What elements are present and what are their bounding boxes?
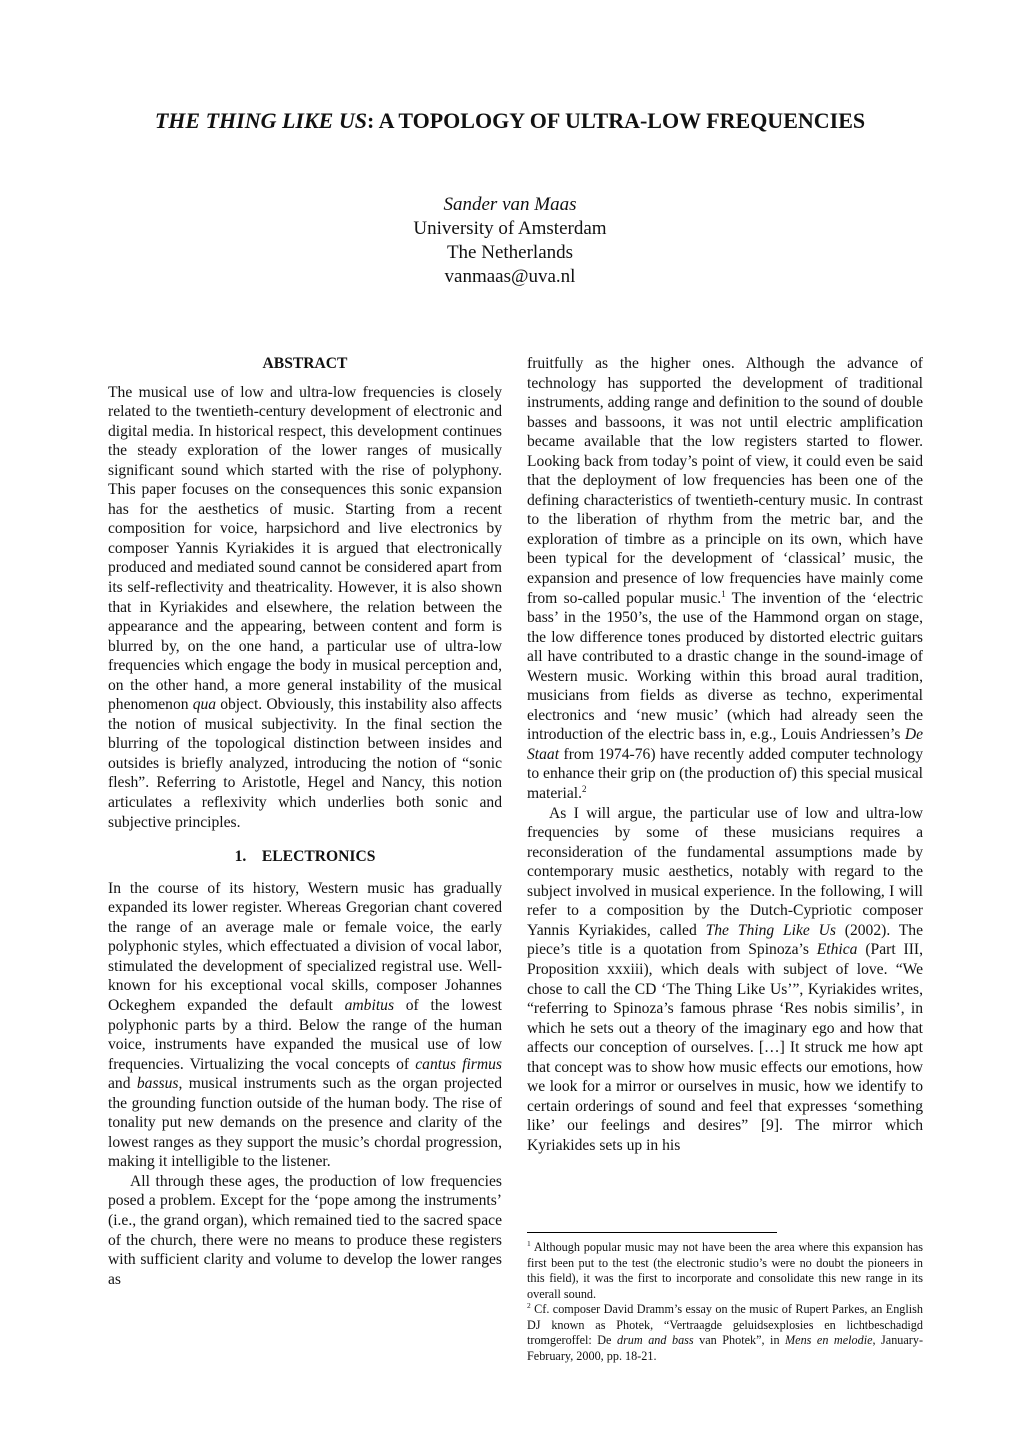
body-text: In the course of its history, Western music has gradually expanded its lower register. Whereas Gregorian chant covered the range of an average male or female voice, the early polyphonic styles, which effectuated a division of vocal labor, stimulated the development of specialized registral use. Well-known for his exceptional vocal skills, composer Johannes Ockeghem expanded the default (108, 879, 502, 1014)
italic-term: ambitus (344, 996, 395, 1014)
body-paragraph-2-continued (527, 354, 923, 804)
body-text: from 1974-76) have recently added computer technology to enhance their grip on (the production of) this special musical material. (527, 745, 923, 803)
italic-term: De Staat (527, 726, 923, 763)
body-text: The invention of the ‘electric bass’ in the 1950’s, the use of the Hammond organ on stage, the low difference tones produced by distorted electric guitars all have contributed to a drastic change in the sound-image of Western music. Working within this broad aural tradition, musicians from fields as diverse as techno, experimental electronics and ‘new music’ (which had already seen the introduction of the electric bass in, e.g., Louis Andriessen’s (527, 589, 923, 744)
footnote-ref-2[interactable]: 2 (581, 784, 587, 795)
abstract-heading: ABSTRACT (262, 355, 348, 372)
body-text: fruitfully as the higher ones. Although the advance of technology has supported the development of traditional instruments, adding range and definition to the sound of double basses and bassoons, it was not until electric amplification became available that the low registers started to flower. Looking back from today’s point of view, it could even be said that the deployment of low frequencies has been one of the defining characteristics of twentieth-century music. In contrast to the liberation of rhythm from the metric bar, and the exploration of timbre as a principle on its own, which have been typical for the development of ‘classical’ music, the expansion and presence of low frequencies have mainly come from so-called popular music. (527, 355, 923, 607)
footnote-2-italic: drum and bass (616, 1333, 694, 1347)
right-column (527, 354, 923, 1155)
title-italic-part: THE THING LIKE US (154, 108, 367, 133)
footnote-2-text: van Photek”, in (693, 1333, 786, 1347)
left-column (108, 354, 502, 1289)
footnote-2-text: Cf. composer David Dramm’s essay on the music of Rupert Parkes, an English DJ known as Photek, “Vertraagde geluidsexplosies en lichtbeschadigd tromgeroffel: De (527, 1302, 923, 1347)
italic-term: cantus firmus (415, 1055, 502, 1073)
author-affiliation: University of Amsterdam (413, 218, 607, 239)
body-text: As I will argue, the particular use of low and ultra-low frequencies by some of these musicians requires a reconsideration of the fundamental assumptions made by contemporary music aesthetics, notably with regard to the subject involved in musical experience. In the following, I will refer to a composition by the Dutch-Cypriotic composer Yannis Kyriakides, called (527, 804, 923, 939)
body-paragraph-2-start: All through these ages, the production of low frequencies posed a problem. Except for the ‘pope among the instruments’ (i.e., the grand organ), which remained tied to the sacred space of the church, there were no means to produce these registers with sufficient clarity and volume to develop the lower ranges as (108, 1172, 502, 1288)
author-name: Sander van Maas (443, 194, 577, 215)
italic-term: The Thing Like Us (705, 921, 836, 939)
footnote-2 (527, 1302, 923, 1364)
footnote-divider (527, 1232, 777, 1233)
abstract-italic: qua (192, 696, 217, 714)
abstract-paragraph (108, 383, 502, 833)
body-text: (2002). The piece’s title is a quotation from Spinoza’s (527, 921, 923, 959)
footnotes (527, 1240, 923, 1364)
abstract-text-cont: object. Obviously, this instability also affects the notion of musical subjectivity. In the final section the blurring of the topological distinction between insides and outsides is briefly analyzed, introducing the notion of “sonic flesh”. Referring to Aristotle, Hegel and Nancy, this notion articulates a reflexivity which underlies both sonic and subjective principles. (108, 696, 502, 831)
italic-term: Ethica (816, 941, 858, 959)
body-text: (Part III, Proposition xxxiii), which deals with subject of love. “We chose to call the CD ‘The Thing Like Us’”, Kyriakides writes, “referring to Spinoza’s famous phrase ‘Res nobis similis’, in which he sets out a theory of the imaginary ego and how that affects our conception of ourselves. […] It struck me how apt that concept was to show how music effects our emotions, how we look for a mirror or ourselves in music, how we identify to certain orderings of sound and feel that expresses ‘something like’ our feelings and desires” [9]. The mirror which Kyriakides sets up in his (527, 941, 923, 1154)
italic-term: bassus (136, 1075, 179, 1093)
footnote-2-text: , January-February, 2000, pp. 18-21. (527, 1333, 924, 1363)
body-text: and (108, 1075, 137, 1093)
footnote-1 (527, 1240, 923, 1302)
author-block (260, 193, 760, 289)
footnote-2-mark: 2 (527, 1301, 531, 1310)
title-rest: : A TOPOLOGY OF ULTRA-LOW FREQUENCIES (366, 108, 866, 133)
abstract-text: The musical use of low and ultra-low frequencies is closely related to the twentieth-century development of electronic and digital media. In historical respect, this development continues the steady exploration of the lower ranges of musically significant sound which started with the rise of polyphony. This paper focuses on the consequences this sonic expansion has for the aesthetics of music. Starting from a recent composition for voice, harpsichord and live electronics by composer Yannis Kyriakides it is argued that electronically produced and mediated sound cannot be considered apart from its self-reflectivity and theatricality. However, it is also shown that in Kyriakides and elsewhere, the relation between the appearance and the appearing, between content and form is blurred by, on the one hand, a particular use of ultra-low frequencies which engage the body in musical perception and, on the other hand, a more general instability of the musical phenomenon (108, 383, 502, 714)
footnote-1-text: Although popular music may not have been the area where this expansion has first been put to the test (the electronic studio’s were no doubt the pioneers in this field), it was the first to incorporate and consolidate this new range in its overall sound. (527, 1240, 923, 1301)
author-email: vanmaas@uva.nl (444, 266, 576, 287)
footnote-1-mark: 1 (527, 1239, 531, 1248)
author-country: The Netherlands (446, 242, 574, 263)
body-text: , musical instruments such as the organ projected the grounding function outside of the human body. The rise of tonality put new demands on the presence and clarity of the lowest ranges as they support the music’s chordal progression, making it intelligible to the listener. (108, 1075, 502, 1171)
footnote-2-italic: Mens en melodie (785, 1333, 873, 1347)
section-heading-electronics: 1. ELECTRONICS (234, 848, 376, 866)
body-paragraph-3 (527, 804, 923, 1156)
paper-title (150, 106, 870, 136)
body-text: of the lowest polyphonic parts by a third. Below the range of the human voice, instruments have expanded the musical use of low frequencies. Virtualizing the vocal concepts of (108, 996, 503, 1073)
body-paragraph-1 (108, 879, 502, 1172)
footnote-ref-1[interactable]: 1 (721, 588, 726, 599)
